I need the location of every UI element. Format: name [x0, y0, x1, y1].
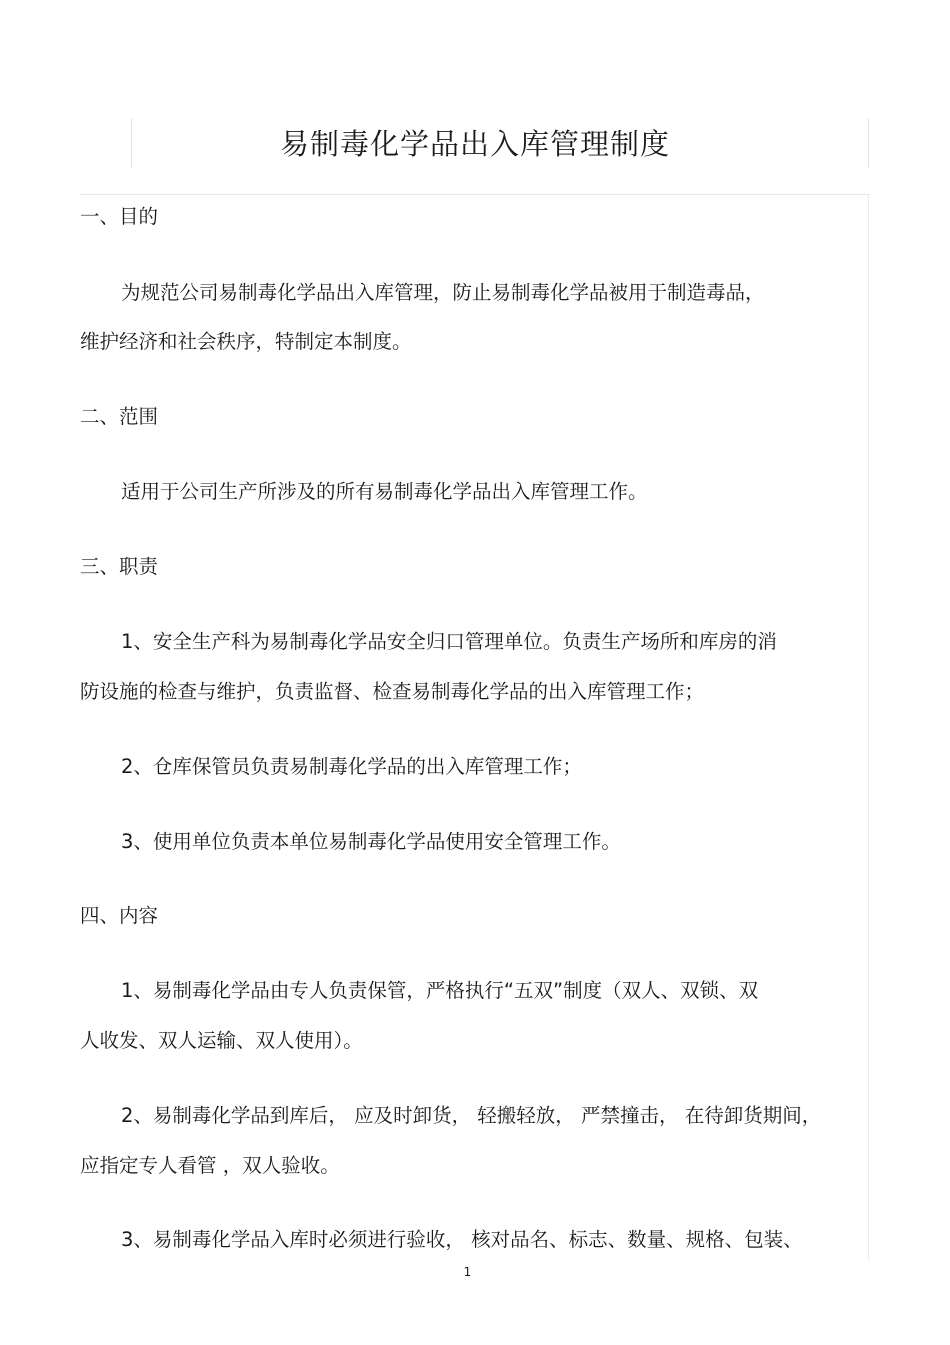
paragraph-line: 维护经济和社会秩序，特制定本制度。 [80, 330, 412, 353]
section-heading-responsibilities: 三、职责 [80, 555, 159, 578]
paragraph-line: 2、仓库保管员负责易制毒化学品的出入库管理工作； [121, 755, 582, 778]
section-heading-scope: 二、范围 [80, 405, 159, 428]
paragraph-line: 2、易制毒化学品到库后， 应及时卸货， 轻搬轻放， 严禁撞击， 在待卸货期间， [121, 1104, 822, 1127]
paragraph-line: 为规范公司易制毒化学品出入库管理，防止易制毒化学品被用于制造毒品， [121, 281, 765, 304]
paragraph-line: 适用于公司生产所涉及的所有易制毒化学品出入库管理工作。 [121, 480, 648, 503]
body-right-border [868, 195, 869, 1260]
section-heading-content: 四、内容 [80, 904, 159, 927]
paragraph-line: 1、易制毒化学品由专人负责保管，严格执行“五双”制度（双人、双锁、双 [121, 979, 759, 1002]
paragraph-line: 3、使用单位负责本单位易制毒化学品使用安全管理工作。 [121, 830, 621, 853]
page-number: 1 [463, 1265, 472, 1279]
document-title: 易制毒化学品出入库管理制度 [279, 127, 670, 161]
paragraph-line: 1、安全生产科为易制毒化学品安全归口管理单位。负责生产场所和库房的消 [121, 630, 777, 653]
title-divider-rule [80, 194, 870, 195]
paragraph-line: 应指定专人看管 ，双人验收。 [80, 1154, 340, 1177]
section-heading-purpose: 一、目的 [80, 205, 159, 228]
paragraph-line: 3、易制毒化学品入库时必须进行验收， 核对品名、标志、数量、规格、包装、 [121, 1228, 803, 1251]
paragraph-line: 人收发、双人运输、双人使用）。 [80, 1029, 363, 1052]
paragraph-line: 防设施的检查与维护，负责监督、检查易制毒化学品的出入库管理工作； [80, 680, 705, 703]
